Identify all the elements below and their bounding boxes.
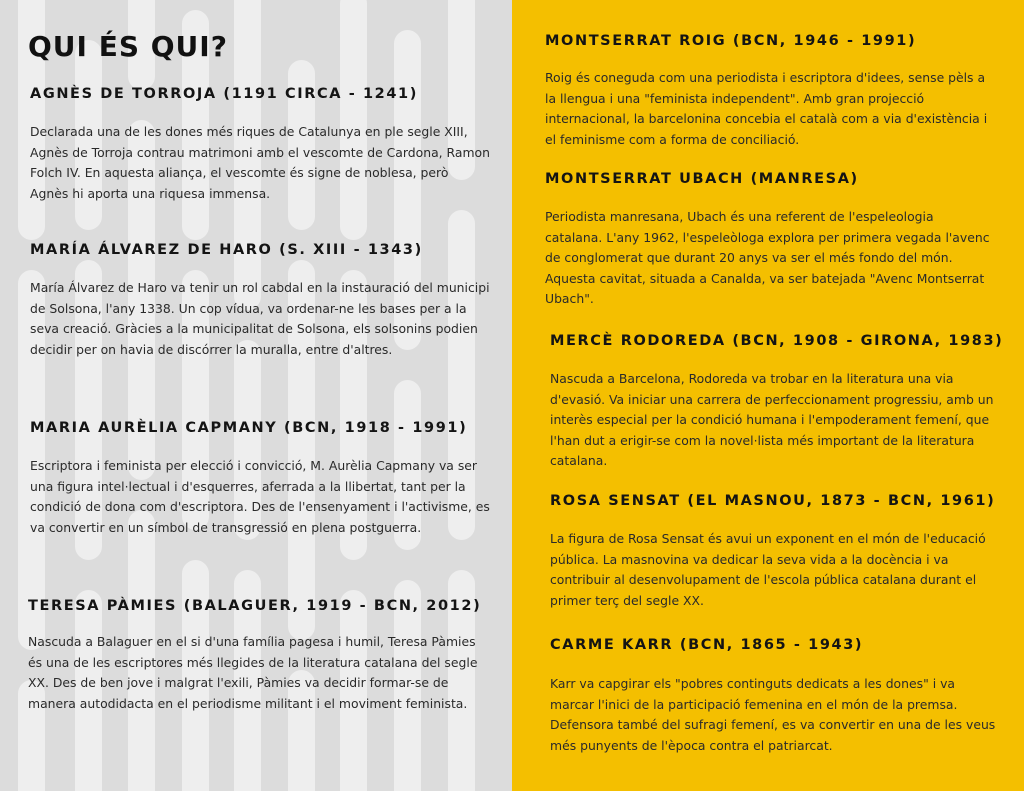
entry-heading-rodoreda: MERCÈ RODOREDA (BCN, 1908 - GIRONA, 1983) (550, 333, 1004, 349)
entry-text-rodoreda: Nascuda a Barcelona, Rodoreda va trobar en la literatura una via d'evasió. Va iniciar una carrera de perfeccionament progressiu, amb un interès especial per la condició humana i l'empoderament femení, que l'han dut a erigir-se com la novel·lista més important de la literatura catalana. (550, 371, 994, 469)
entry-heading-torroja: AGNÈS DE TORROJA (1191 CIRCA - 1241) (30, 86, 418, 102)
entry-heading-ubach: MONTSERRAT UBACH (MANRESA) (545, 171, 859, 187)
page-title: QUI ÉS QUI? (28, 30, 228, 63)
entry-text-ubach: Periodista manresana, Ubach és una referent de l'espeleologia catalana. L'any 1962, l'espeleòloga explora per primera vegada l'avenc de conglomerat que durant 20 anys va ser el més fondo del món. Aquesta cavitat, situada a Canalda, va ser batejada "Avenc Montserrat Ubach". (545, 209, 990, 307)
entry-heading-pamies: TERESA PÀMIES (BALAGUER, 1919 - BCN, 2012) (28, 598, 482, 614)
entry-heading-sensat: ROSA SENSAT (EL MASNOU, 1873 - BCN, 1961) (550, 493, 996, 509)
entry-text-torroja: Declarada una de les dones més riques de Catalunya en ple segle XIII, Agnès de Torroja contrau matrimoni amb el vescomte de Cardona, Ramon Folch IV. En aquesta aliança, el vescomte és signe de noblesa, però Agnès hi aporta una riquesa immensa. (30, 124, 490, 201)
entry-heading-alvarez: MARÍA ÁLVAREZ DE HARO (S. XIII - 1343) (30, 242, 423, 258)
entry-text-pamies: Nascuda a Balaguer en el si d'una família pagesa i humil, Teresa Pàmies és una de les escriptores més llegides de la literatura catalana del segle XX. Des de ben jove i malgrat l'exili, Pàmies va decidir formar-se de manera autodidacta en el periodisme militant i el moviment feminista. (28, 634, 478, 711)
right-panel (512, 0, 1024, 791)
entry-text-roig: Roig és coneguda com una periodista i escriptora d'idees, sense pèls a la llengua i una "feminista independent". Amb gran projecció internacional, la barcelonina concebia el català com a via d'existència i el feminisme com a forma de conciliació. (545, 70, 988, 147)
entry-heading-karr: CARME KARR (BCN, 1865 - 1943) (550, 637, 864, 653)
entry-text-karr: Karr va capgirar els "pobres continguts dedicats a les dones" i va marcar l'inici de la participació femenina en el món de la premsa. Defensora també del sufragi femení, es va convertir en una de les veus més punyents de l'època contra el patriarcat. (550, 676, 996, 753)
entry-text-capmany: Escriptora i feminista per elecció i convicció, M. Aurèlia Capmany va ser una figura intel·lectual i d'esquerres, aferrada a la llibertat, tant per la condició de dona com d'escriptora. Des de l'ensenyament i l'activisme, es va convertir en un símbol de transgressió en plena postguerra. (30, 458, 490, 535)
entry-text-sensat: La figura de Rosa Sensat és avui un exponent en el món de l'educació pública. La masnovina va dedicar la seva vida a la docència i va contribuir al desenvolupament de l'escola pública catalana durant el primer terç del segle XX. (550, 531, 986, 608)
entry-heading-roig: MONTSERRAT ROIG (BCN, 1946 - 1991) (545, 33, 917, 49)
entry-text-alvarez: María Álvarez de Haro va tenir un rol cabdal en la instauració del municipi de Solsona, l'any 1338. Un cop vídua, va ordenar-ne les bases per a la seva creació. Gràcies a la municipalitat de Solsona, els solsonins podien decidir per on havia de discórrer la muralla, entre d'altres. (30, 280, 490, 357)
entry-heading-capmany: MARIA AURÈLIA CAPMANY (BCN, 1918 - 1991) (30, 420, 468, 436)
